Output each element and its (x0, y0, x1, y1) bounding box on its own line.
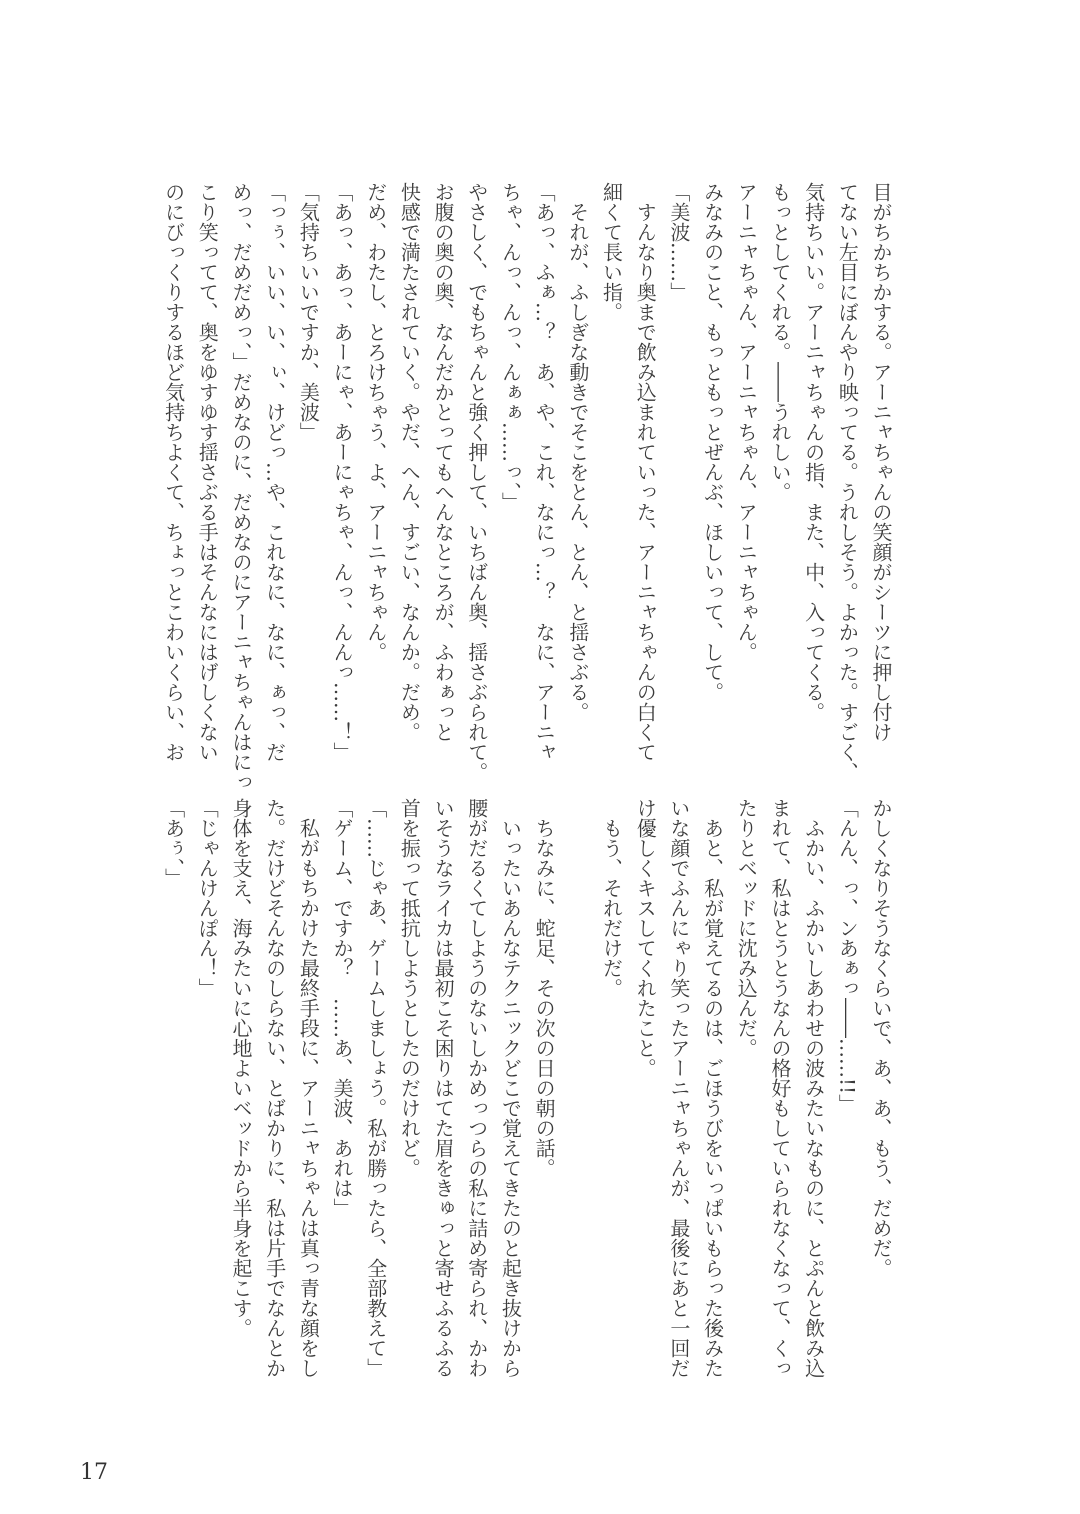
text-line: ちゃ、んっ、んっ、んぁぁ……っ、」 (498, 182, 523, 512)
text-line: ふかい、ふかいしあわせの波みたいなものに、とぷんと飲み込 (801, 798, 826, 1378)
text-line: てない左目にぼんやり映ってる。うれしそう。よかった。すごく、 (835, 182, 860, 782)
text-line: 「んん、っ、ンあぁっ――……!!」 (835, 798, 860, 1115)
text-line: 快感で満たされていく。やだ、へん、すごい、なんか。だめ。 (397, 182, 422, 742)
text-line: 「ゲーム、ですか？ ……あ、美波、あれは」 (330, 798, 354, 1218)
text-line: 「あっ、ふぁ…？ あ、や、これ、なにっ…？ なに、アーニャ (532, 182, 557, 762)
text-line: 「あっ、あっ、あーにゃ、あーにゃちゃ、んっ、んんっ……！」 (330, 182, 354, 762)
page-number: 17 (80, 1460, 108, 1485)
text-line: やさしく、でもちゃんと強く押して、いちばん奥、揺さぶられて。 (464, 182, 489, 782)
text-line: け優しくキスしてくれたこと。 (633, 798, 658, 1078)
text-line: もっとしてくれる。――うれしい。 (767, 182, 792, 502)
text-line: だめ、わたし、とろけちゃう、よ、アーニャちゃん。 (363, 182, 388, 662)
text-line: あと、私が覚えてるのは、ごほうびをいっぱいもらった後みた (700, 798, 725, 1378)
text-line: 首を振って抵抗しようとしたのだけれど。 (397, 798, 422, 1178)
text-line: いったいあんなテクニックどこで覚えてきたのと起き抜けから (498, 798, 523, 1378)
text-line: 腰がだるくてしようのないしかめっつらの私に詰め寄られ、かわ (464, 798, 489, 1378)
text-line: 「……じゃあ、ゲームしましょう。私が勝ったら、全部教えて」 (363, 798, 388, 1378)
text-line: 「じゃんけんぽん！」 (195, 798, 220, 998)
text-line: たりとベッドに沈み込んだ。 (734, 798, 759, 1058)
text-line (560, 798, 594, 1398)
text-block-bottom (156, 798, 897, 1398)
text-line: 「あぅ、」 (161, 798, 186, 888)
text-line: すんなり奥まで飲み込まれていった、アーニャちゃんの白くて (633, 182, 658, 762)
text-line: 身体を支え、海みたいに心地よいベッドから半身を起こす。 (228, 798, 253, 1338)
text-line: まれて、私はとうとうなんの格好もしていられなくなって、くっ (767, 798, 792, 1378)
text-line: いそうなライカは最初こそ困りはてた眉をきゅっと寄せふるふる (431, 798, 456, 1378)
text-line: めっ、だめだめっ、」だめなのに、だめなのにアーニャちゃんはにっ (228, 182, 253, 792)
text-line: みなみのこと、もっともっとぜんぶ、ほしいって、して。 (700, 182, 725, 702)
text-line: アーニャちゃん、アーニャちゃん、アーニャちゃん。 (734, 182, 759, 662)
text-line: 気持ちいい。アーニャちゃんの指、また、中、入ってくる。 (801, 182, 826, 722)
text-line: それが、ふしぎな動きでそこをとん、とん、と揺さぶる。 (565, 182, 590, 722)
text-line: 「っぅ、いい、い、ぃ、けどっ…や、これなに、なに、ぁっ、だ (262, 182, 287, 762)
text-line: お腹の奥の奥、なんだかとってもへんなところが、ふわぁっと (431, 182, 456, 742)
text-line: かしくなりそうなくらいで、あ、あ、もう、だめだ。 (869, 798, 893, 1278)
text-line: 細くて長い指。 (599, 182, 624, 322)
text-line: もう、それだけだ。 (599, 798, 624, 998)
text-line: 私がもちかけた最終手段に、アーニャちゃんは真っ青な顔をし (296, 798, 321, 1378)
text-line: のにびっくりするほど気持ちよくて、ちょっとこわいくらい、お (161, 182, 186, 762)
text-line: 目がちかちかする。アーニャちゃんの笑顔がシーツに押し付け (869, 182, 893, 742)
text-line: た。だけどそんなのしらない、とばかりに、私は片手でなんとか (262, 798, 287, 1378)
text-block-top (156, 182, 897, 792)
text-line: いな顔でふんにゃり笑ったアーニャちゃんが、最後にあと一回だ (666, 798, 691, 1378)
text-line: 「美波……」 (666, 182, 691, 302)
text-line: ちなみに、蛇足、その次の日の朝の話。 (532, 798, 557, 1178)
text-line: こり笑ってて、奥をゆすゆす揺さぶる手はそんなにはげしくない (195, 182, 220, 762)
text-line: 「気持ちいいですか、美波」 (296, 182, 321, 442)
